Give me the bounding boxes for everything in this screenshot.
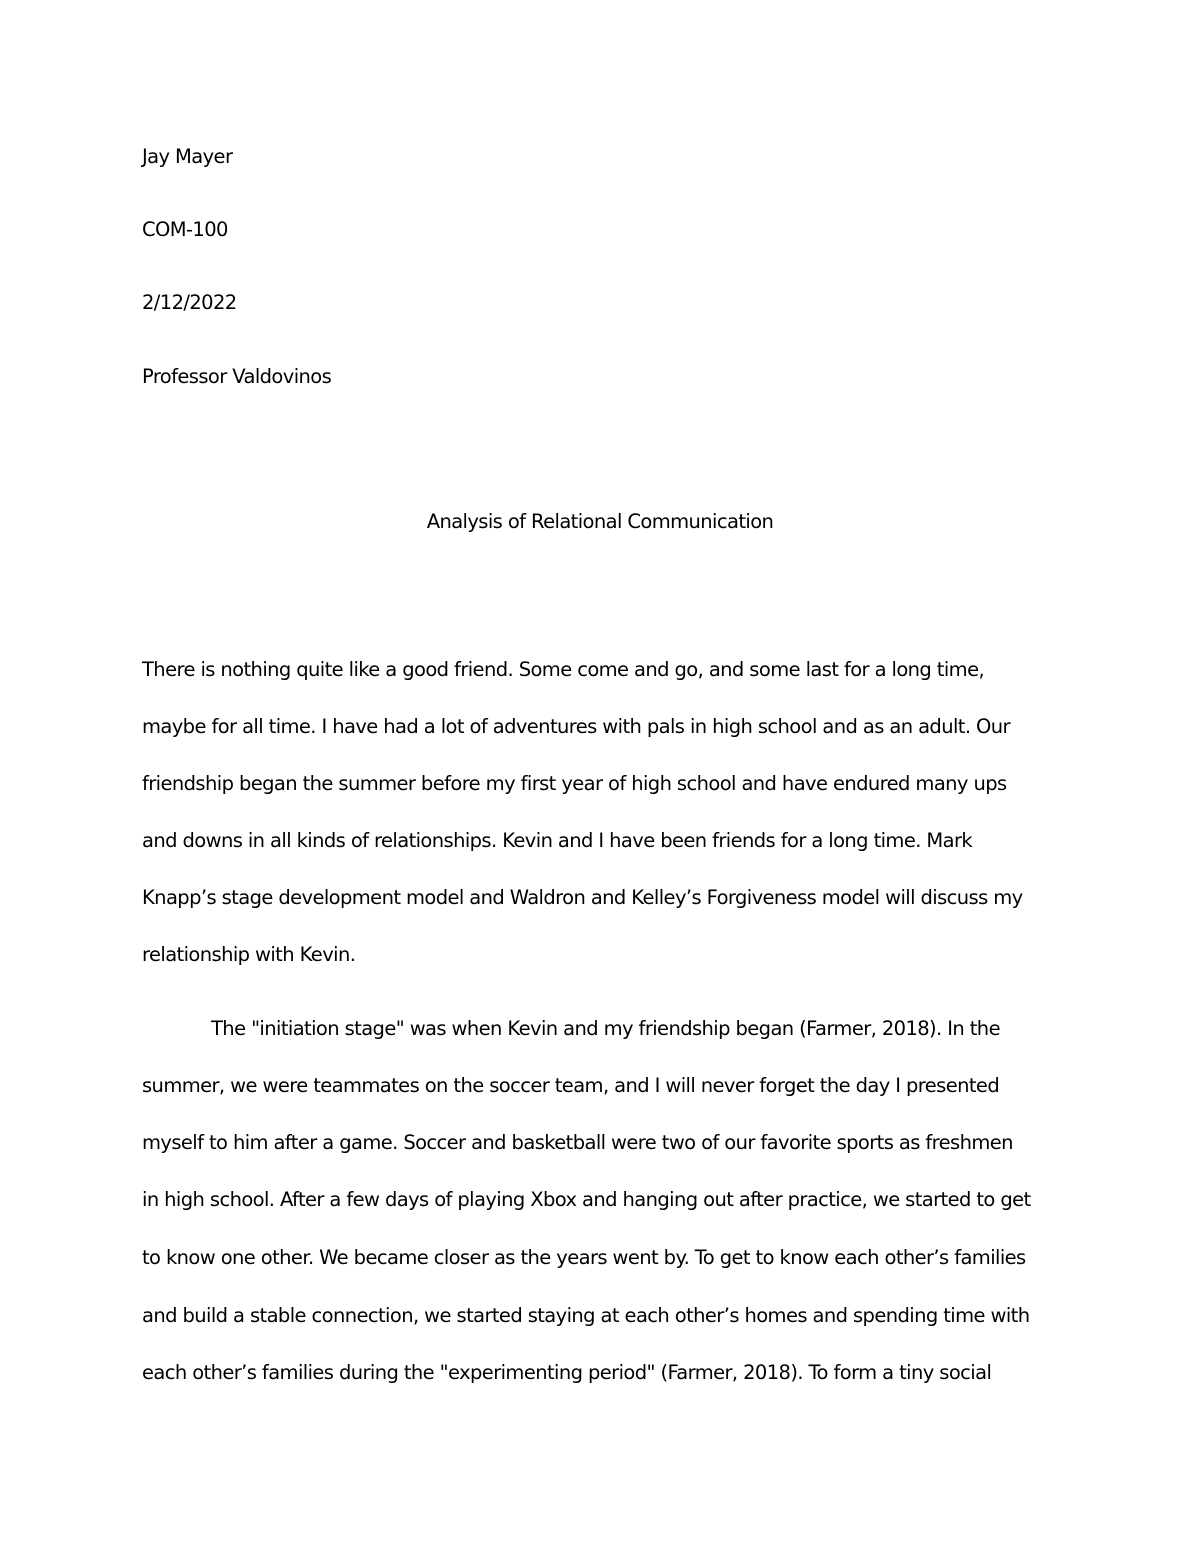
paragraph-2-line-1: The "initiation stage" was when Kevin and my friendship began (Farmer, 2018). In the [211, 1017, 1000, 1040]
paragraph-1-line-5: Knapp’s stage development model and Waldron and Kelley’s Forgiveness model will discuss my [142, 886, 1023, 909]
paragraph-2-line-3: myself to him after a game. Soccer and basketball were two of our favorite sports as freshmen [142, 1131, 1013, 1154]
essay-title: Analysis of Relational Communication [426, 510, 774, 533]
course-code: COM-100 [142, 218, 228, 241]
paragraph-2-line-6: and build a stable connection, we started staying at each other’s homes and spending time with [142, 1304, 1030, 1327]
paragraph-1-line-3: friendship began the summer before my first year of high school and have endured many ups [142, 772, 1007, 795]
instructor-name: Professor Valdovinos [142, 365, 332, 388]
paragraph-2-line-4: in high school. After a few days of playing Xbox and hanging out after practice, we started to get [142, 1188, 1031, 1211]
paragraph-1-line-4: and downs in all kinds of relationships. Kevin and I have been friends for a long time. Mark [142, 829, 973, 852]
paragraph-1-line-1: There is nothing quite like a good friend. Some come and go, and some last for a long time, [142, 658, 985, 681]
date: 2/12/2022 [142, 291, 237, 314]
paragraph-1-line-6: relationship with Kevin. [142, 943, 356, 966]
paragraph-2-line-7: each other’s families during the "experimenting period" (Farmer, 2018). To form a tiny social [142, 1361, 992, 1384]
author-name: Jay Mayer [142, 145, 233, 168]
paragraph-2-line-5: to know one other. We became closer as the years went by. To get to know each other’s families [142, 1246, 1026, 1269]
paragraph-1-line-2: maybe for all time. I have had a lot of adventures with pals in high school and as an adult. Our [142, 715, 1010, 738]
paragraph-2-line-2: summer, we were teammates on the soccer team, and I will never forget the day I presented [142, 1074, 1000, 1097]
